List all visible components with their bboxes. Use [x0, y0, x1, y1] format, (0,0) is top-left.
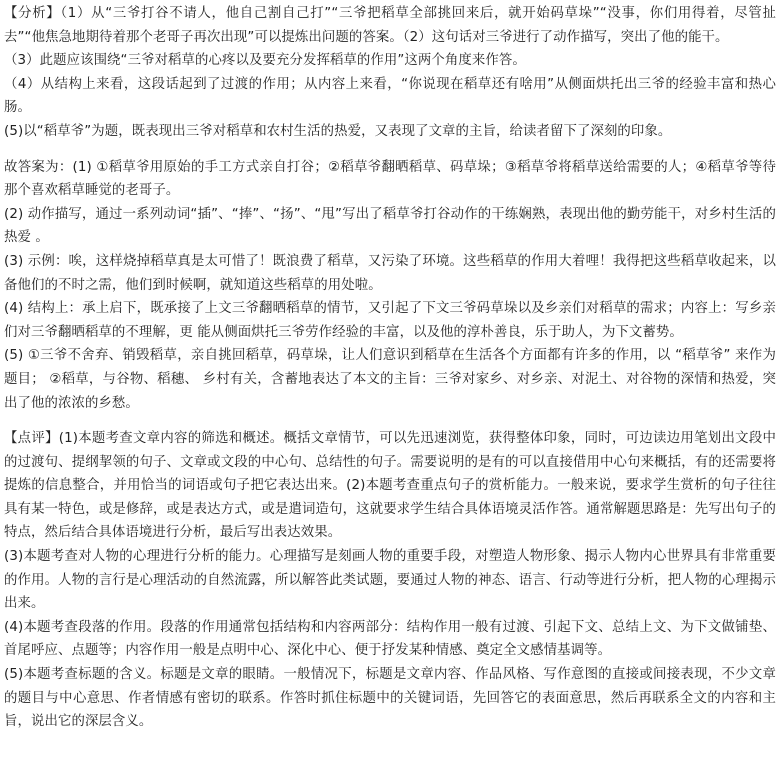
commentary-paragraph-1: 【点评】(1)本题考查文章内容的筛选和概述。概括文章情节，可以先迅速浏览，获得整体印象，同时，可边读边用笔划出文段中的过渡句、提纲挈领的句子、文章或文段的中心句、总结性的句子。需要说明的是有的可以直接借用中心句来概括，有的还需要将提炼的信息整合，并用恰当的词语或句子把它表达出来。(2)本题考查重点句子的赏析能力。一般来说，要求学生赏析的句子往往具有某一特色，或是修辞，或是表达方式，或是遣词造句，这就要求学生结合具体语境灵活作答。通常解题思路是：先写出句子的特点，然后结合具体语境进行分析，最后写出表达效果。 [4, 431, 776, 541]
answer-section [4, 156, 776, 416]
analysis-paragraph-5: (5)以“稻草爷”为题，既表现出三爷对稻草和农村生活的热爱，又表现了文章的主旨，给读者留下了深刻的印象。 [4, 123, 672, 139]
answer-paragraph-4: (4) 结构上：承上启下，既承接了上文三爷翻晒稻草的情节，又引起了下文三爷码草垛以及乡亲们对稻草的需求；内容上：写乡亲们对三爷翻晒稻草的不理解，更 能从侧面烘托三爷劳作经验的丰富，以及他的淳朴善良，乐于助人，为下文蓄势。 [4, 301, 776, 340]
commentary-section [4, 427, 776, 734]
commentary-paragraph-3: (3)本题考查对人物的心理进行分析的能力。心理描写是刻画人物的重要手段，对塑造人物形象、揭示人物内心世界具有非常重要的作用。人物的言行是心理活动的自然流露，所以解答此类试题，要通过人物的神态、语言、行动等进行分析，把人物的心理揭示出来。 [4, 549, 776, 612]
commentary-paragraph-4: (4)本题考查段落的作用。段落的作用通常包括结构和内容两部分：结构作用一般有过渡、引起下文、总结上文、为下文做铺垫、首尾呼应、点题等；内容作用一般是点明中心、深化中心、便于抒发某种情感、奠定全文感情基调等。 [4, 619, 776, 659]
analysis-section [4, 2, 776, 144]
analysis-paragraph-1: 【分析】（1）从“三爷打谷不请人，他自己割自己打”“三爷把稻草全部挑回来后，就开始码草垛”“没事，你们用得着，尽管扯去”“他焦急地期待着那个老哥子再次出现”可以提炼出问题的答案。（2）这句话对三爷进行了动作描写，突出了他的能干。 [4, 6, 776, 45]
section-spacer [4, 415, 776, 427]
section-spacer [4, 144, 776, 156]
answer-paragraph-3: (3) 示例：唉，这样烧掉稻草真是太可惜了！既浪费了稻草，又污染了环境。这些稻草的作用大着哩！我得把这些稻草收起来，以备他们的不时之需，他们到时候啊，就知道这些稻草的用处啦。 [4, 253, 776, 293]
analysis-paragraph-3: （3）此题应该围绕“三爷对稻草的心疼以及要充分发挥稻草的作用”这两个角度来作答。 [4, 53, 526, 69]
answer-paragraph-2: (2) 动作描写，通过一系列动词“插”、“捧”、“扬”、“甩”写出了稻草爷打谷动作的干练娴熟，表现出他的勤劳能干，对乡村生活的热爱 。 [4, 206, 776, 246]
analysis-paragraph-4: （4）从结构上来看，这段话起到了过渡的作用；从内容上来看，“你说现在稻草还有啥用”从侧面烘托出三爷的经验丰富和热心肠。 [4, 76, 776, 116]
answer-paragraph-1: 故答案为：(1) ①稻草爷用原始的手工方式亲自打谷；②稻草爷翻晒稻草、码草垛；③稻草爷将稻草送给需要的人；④稻草爷等待那个喜欢稻草睡觉的老哥子。 [4, 159, 776, 199]
commentary-paragraph-5: (5)本题考查标题的含义。标题是文章的眼睛。一般情况下，标题是文章内容、作品风格、写作意图的直接或间接表现，不少文章的题目与中心意思、作者情感有密切的联系。作答时抓住标题中的关键词语，先回答它的表面意思，然后再联系全文的内容和主旨，说出它的深层含义。 [4, 667, 776, 730]
answer-paragraph-5: (5) ①三爷不舍弃、销毁稻草，亲自挑回稻草，码草垛，让人们意识到稻草在生活各个方面都有许多的作用，以 “稻草爷” 来作为题目； ②稻草，与谷物、稻穗、 乡村有关，含蓄地表达了本文的主旨：三爷对家乡、对乡亲、对泥土、对谷物的深情和热爱，突出了他的浓浓的乡愁。 [4, 348, 776, 411]
